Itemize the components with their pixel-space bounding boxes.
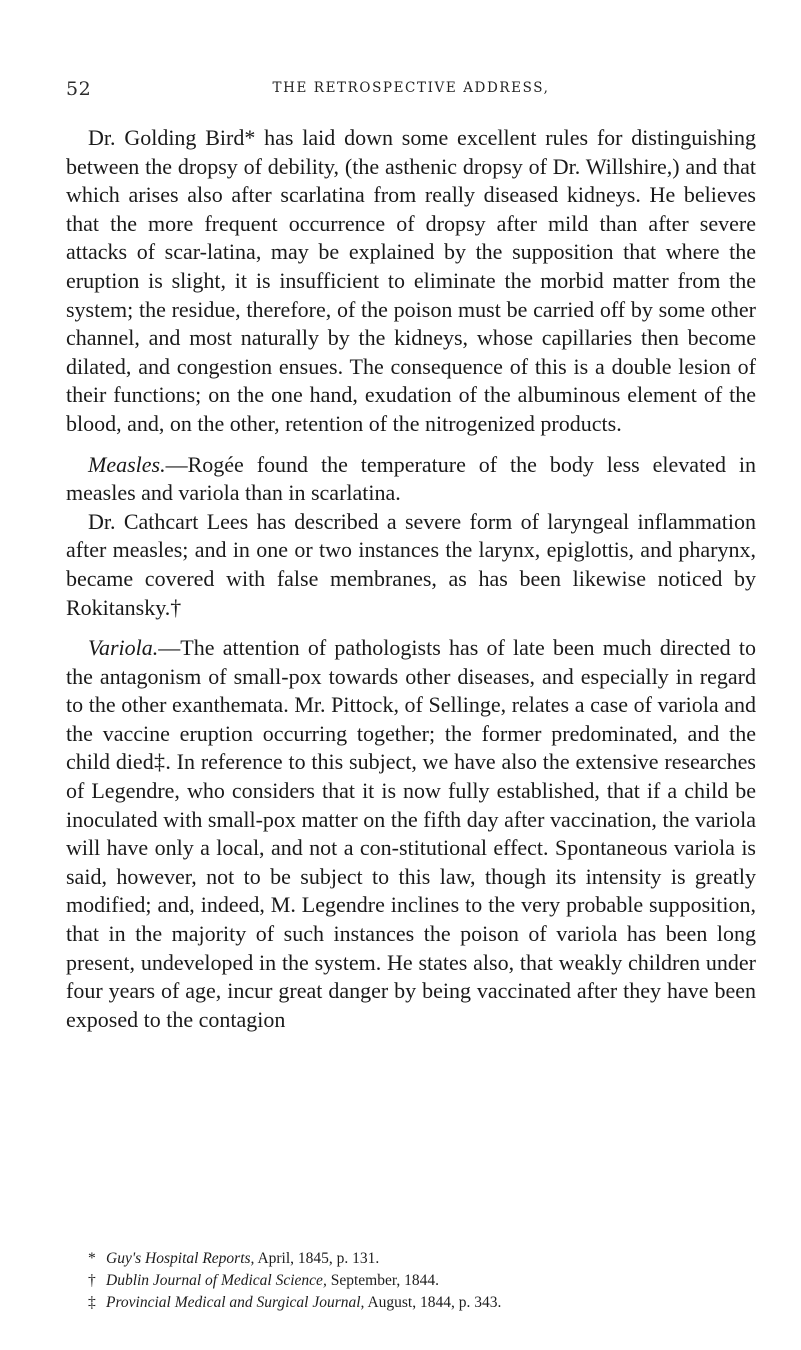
footnote-mark: ‡	[88, 1294, 96, 1311]
paragraph-text: —Rogée found the temperature of the body less elevated in measles and variola than in scarlatina.	[66, 451, 756, 506]
page-header	[66, 78, 756, 102]
paragraph-variola	[66, 634, 756, 1034]
paragraph-golding-bird	[66, 124, 756, 439]
footnote-source: Provincial Medical and Surgical Journal,	[106, 1294, 365, 1311]
footnote-source: Guy's Hospital Reports,	[106, 1250, 255, 1267]
body-text	[66, 124, 756, 1034]
footnote	[66, 1248, 756, 1270]
running-title: THE RETROSPECTIVE ADDRESS,	[272, 80, 550, 96]
footnote-details: August, 1844, p. 343.	[364, 1294, 502, 1311]
paragraph-text: —The attention of pathologists has of late been much directed to the antagonism of small-pox towards other diseases, and especially in regard to the other exanthemata. Mr. Pittock, of Sellinge, relates a case of variola and the vaccine eruption occurring together; the former predominated, and the child died‡. In reference to this subject, we have also the extensive researches of Legendre, who considers that it is now fully established, that if a child be inoculated with small-pox matter on the fifth day after vaccination, the variola will have only a local, and not a con-stitutional effect. Spontaneous variola is said, however, not to be subject to this law, though its intensity is greatly modified; and, indeed, M. Legendre inclines to the very probable supposition, that in the majority of such instances the poison of variola has been long present, undeveloped in the system. He states also, that weakly children under four years of age, incur great danger by being vaccinated after they have been exposed to the contagion	[66, 635, 756, 1032]
footnote-mark: *	[88, 1250, 96, 1267]
footnote	[66, 1292, 756, 1314]
section-heading-measles: Measles.	[88, 451, 166, 477]
footnote-source: Dublin Journal of Medical Science,	[106, 1272, 327, 1289]
section-heading-variola: Variola.	[88, 635, 159, 661]
footnote-mark: †	[88, 1272, 96, 1289]
footnote-details: September, 1844.	[326, 1272, 439, 1289]
paragraph-cathcart-lees	[66, 508, 756, 622]
footnote	[66, 1270, 756, 1292]
paragraph-measles	[66, 451, 756, 508]
footnotes	[66, 1248, 756, 1314]
page-number: 52	[66, 78, 92, 100]
paragraph-text: Dr. Cathcart Lees has described a severe form of laryngeal inflammation after measles; and in one or two instances the larynx, epiglottis, and pharynx, became covered with false membranes, as has been likewise noticed by Rokitansky.†	[66, 508, 756, 620]
footnote-details: April, 1845, p. 131.	[254, 1250, 380, 1267]
paragraph-text: Dr. Golding Bird* has laid down some excellent rules for distinguishing between the dropsy of debility, (the asthenic dropsy of Dr. Willshire,) and that which arises also after scarlatina from really diseased kidneys. He believes that the more frequent occurrence of dropsy after mild than after severe attacks of scar-latina, may be explained by the supposition that where the eruption is slight, it is insufficient to eliminate the morbid matter from the system; the residue, therefore, of the poison must be carried off by some other channel, and most naturally by the kidneys, whose capillaries then become dilated, and congestion ensues. The consequence of this is a double lesion of their functions; on the one hand, exudation of the albuminous element of the blood, and, on the other, retention of the nitrogenized products.	[66, 125, 756, 436]
